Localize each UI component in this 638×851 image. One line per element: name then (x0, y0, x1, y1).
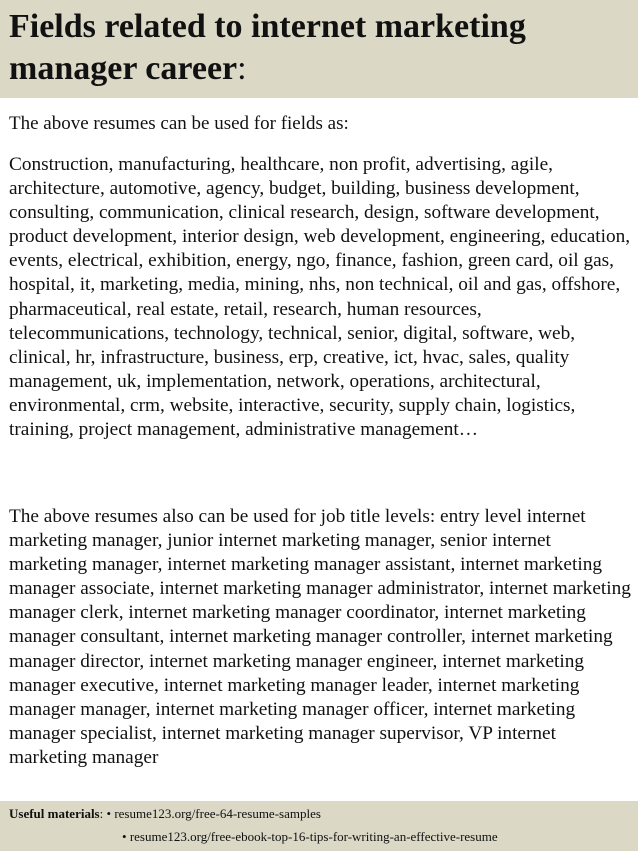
title-banner (0, 0, 638, 98)
footer-line-1 (9, 805, 321, 822)
fields-paragraph: Construction, manufacturing, healthcare, non profit, advertising, agile, architecture, automotive, agency, budget, building, business development, consulting, communication, clinical research, design, software development, product development, interior design, web development, engineering, education, events, electrical, exhibition, energy, ngo, finance, fashion, green card, oil gas, hospital, it, marketing, media, mining, nhs, non technical, oil and gas, offshore, pharmaceutical, real estate, retail, research, human resources, telecommunications, technology, technical, senior, digital, software, web, clinical, hr, infrastructure, business, erp, creative, ict, hvac, sales, quality management, uk, implementation, network, operations, architectural, environmental, crm, website, interactive, security, supply chain, logistics, training, project management, administrative management… (9, 154, 631, 441)
page-title-colon: : (237, 50, 247, 87)
bullet-icon: • (106, 806, 112, 821)
page-title-text: Fields related to internet marketing manager career (9, 8, 526, 87)
footer-line-2 (122, 828, 498, 845)
resume-samples-link[interactable]: resume123.org/free-64-resume-samples (114, 806, 321, 821)
ebook-tips-link[interactable]: resume123.org/free-ebook-top-16-tips-for-writing-an-effective-resume (129, 829, 498, 844)
job-titles-paragraph: The above resumes also can be used for job title levels: entry level internet marketing manager, junior internet marketing manager, senior internet marketing manager, internet marketing manager assistant, internet marketing manager associate, internet marketing manager administrator, internet marketing manager clerk, internet marketing manager coordinator, internet marketing manager consultant, internet marketing manager controller, internet marketing manager director, internet marketing manager engineer, internet marketing manager executive, internet marketing manager leader, internet marketing manager manager, internet marketing manager officer, internet marketing manager specialist, internet marketing manager supervisor, VP internet marketing manager (9, 506, 631, 768)
bullet-icon: • (122, 829, 127, 844)
intro-text: The above resumes can be used for fields as: (9, 113, 349, 134)
page-title (9, 6, 629, 90)
useful-materials-colon: : (99, 806, 104, 821)
footer-bar (0, 801, 638, 851)
useful-materials-label: Useful materials (9, 806, 100, 821)
